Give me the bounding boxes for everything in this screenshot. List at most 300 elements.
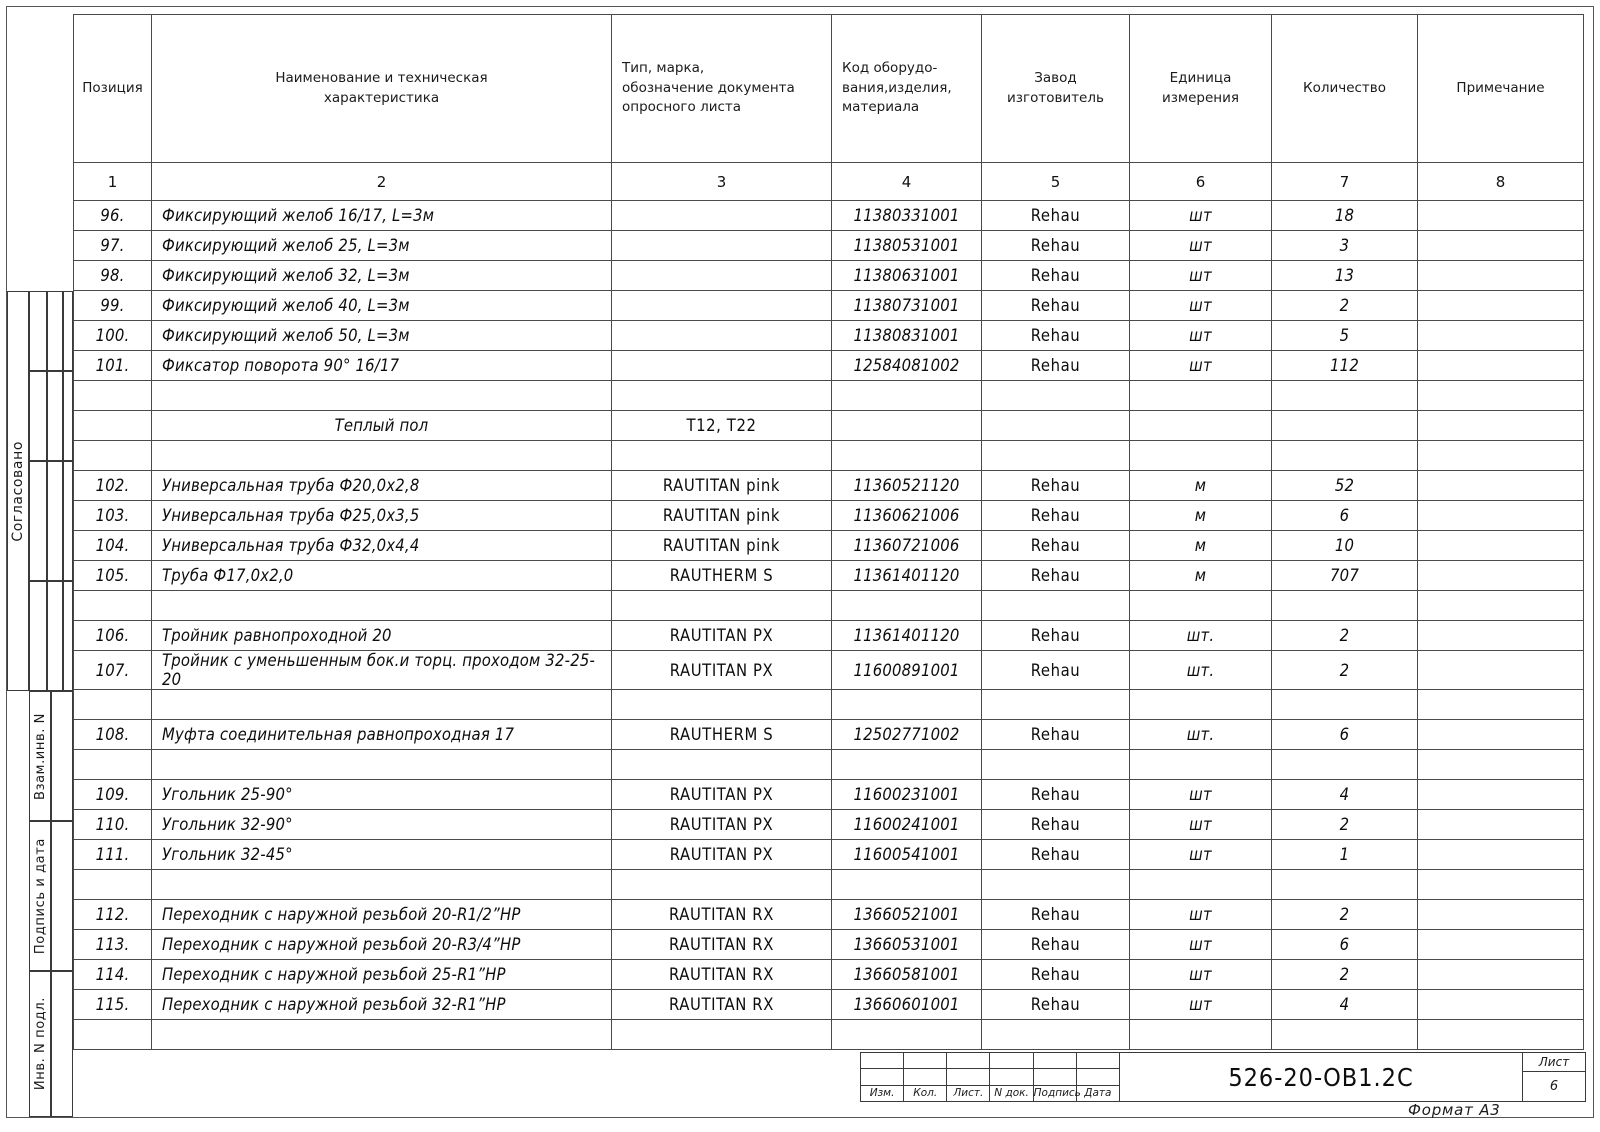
cell-quantity: 2 [1272,621,1418,651]
stamp-label-vzam-inv: Взам.инв. N [32,712,48,800]
cell-type: RAUTHERM S [612,561,832,591]
cell-manufacturer: Rehau [982,471,1130,501]
cell-position: 111. [74,840,152,870]
cell-unit: шт [1130,990,1272,1020]
cell-code: 11380631001 [832,261,982,291]
cell-quantity: 2 [1272,810,1418,840]
cell-quantity [1272,591,1418,621]
cell-position: 96. [74,201,152,231]
cell-name: Фиксирующий желоб 16/17, L=3м [152,201,612,231]
cell-position [74,411,152,441]
cell-quantity: 6 [1272,501,1418,531]
table-row [74,351,1584,381]
table-row [74,291,1584,321]
cell-manufacturer: Rehau [982,780,1130,810]
col-number-4: 4 [832,163,982,201]
cell-note [1418,321,1584,351]
cell-note [1418,291,1584,321]
revision-blank-row [861,1053,1120,1069]
col-header-unit-line2: измерения [1161,89,1240,106]
col-header-name-line2: характеристика [323,89,440,106]
cell-manufacturer: Rehau [982,201,1130,231]
cell-type [612,201,832,231]
table-row [74,621,1584,651]
cell-type [612,750,832,780]
stamp-grid-d3 [51,971,73,1117]
table-row [74,561,1584,591]
cell-type: RAUTITAN RX [612,960,832,990]
cell-manufacturer: Rehau [982,501,1130,531]
col-header-type-line1: Тип, марка, [622,60,705,77]
cell-type [612,321,832,351]
cell-quantity: 5 [1272,321,1418,351]
table-row [74,840,1584,870]
cell-position [74,690,152,720]
cell-type [612,381,832,411]
cell-position: 113. [74,930,152,960]
stamp-grid-c4 [63,581,73,691]
cell-name: Универсальная труба Ф25,0x3,5 [152,501,612,531]
revision-empty-cell [1076,1053,1119,1069]
cell-code: 11360721006 [832,531,982,561]
table-spacer-row [74,441,1584,471]
revision-column-header: Подпись [1033,1085,1076,1101]
cell-position: 97. [74,231,152,261]
cell-code: 11600541001 [832,840,982,870]
cell-code: 11361401120 [832,621,982,651]
cell-code: 11380731001 [832,291,982,321]
cell-quantity [1272,870,1418,900]
cell-code: 11360521120 [832,471,982,501]
cell-unit: шт [1130,321,1272,351]
cell-unit: шт [1130,231,1272,261]
cell-manufacturer [982,870,1130,900]
cell-unit: шт. [1130,621,1272,651]
cell-unit [1130,591,1272,621]
cell-note [1418,1020,1584,1050]
cell-quantity: 3 [1272,231,1418,261]
revision-empty-cell [861,1069,904,1085]
table-row [74,960,1584,990]
cell-quantity: 2 [1272,291,1418,321]
cell-code: 11360621006 [832,501,982,531]
cell-type [612,591,832,621]
cell-code: 13660531001 [832,930,982,960]
cell-code: 13660581001 [832,960,982,990]
stamp-label-podpis-data: Подпись и дата [32,837,48,955]
stamp-grid-c2 [63,371,73,461]
cell-quantity: 6 [1272,720,1418,750]
cell-type: RAUTITAN PX [612,780,832,810]
revision-column-header: N док. [990,1085,1033,1101]
cell-quantity: 4 [1272,990,1418,1020]
cell-position: 102. [74,471,152,501]
cell-type [612,441,832,471]
cell-code [832,750,982,780]
cell-quantity [1272,690,1418,720]
cell-code: 11361401120 [832,561,982,591]
cell-manufacturer: Rehau [982,990,1130,1020]
revision-empty-cell [1076,1069,1119,1085]
cell-unit [1130,381,1272,411]
revision-empty-cell [904,1069,947,1085]
cell-name: Тройник с уменьшенным бок.и торц. проходом 32-25-20 [152,651,612,690]
cell-code: 13660521001 [832,900,982,930]
sheet-number-box [1522,1052,1586,1102]
cell-name: Теплый пол [152,411,612,441]
table-spacer-row [74,591,1584,621]
cell-manufacturer: Rehau [982,840,1130,870]
cell-manufacturer [982,441,1130,471]
cell-position: 103. [74,501,152,531]
cell-position: 107. [74,651,152,690]
col-header-code-line2: вания,изделия, [842,79,952,96]
table-row [74,501,1584,531]
revision-column-header: Лист. [947,1085,990,1101]
table-row [74,531,1584,561]
cell-quantity: 2 [1272,960,1418,990]
table-spacer-row [74,870,1584,900]
cell-manufacturer: Rehau [982,231,1130,261]
table-row [74,231,1584,261]
cell-type: RAUTITAN RX [612,900,832,930]
col-number-7: 7 [1272,163,1418,201]
cell-position: 100. [74,321,152,351]
cell-manufacturer: Rehau [982,351,1130,381]
stamp-grid-a4 [29,581,47,691]
cell-code: 12502771002 [832,720,982,750]
cell-note [1418,441,1584,471]
cell-quantity [1272,1020,1418,1050]
cell-note [1418,471,1584,501]
stamp-cell-soglasovano [7,291,29,691]
cell-manufacturer: Rehau [982,720,1130,750]
stamp-grid-b4 [47,581,63,691]
cell-name: Угольник 32-90° [152,810,612,840]
stamp-grid-c1 [63,291,73,371]
cell-position: 115. [74,990,152,1020]
cell-type: RAUTITAN RX [612,930,832,960]
cell-manufacturer [982,750,1130,780]
cell-unit: м [1130,561,1272,591]
table-spacer-row [74,1020,1584,1050]
cell-note [1418,381,1584,411]
cell-note [1418,261,1584,291]
cell-manufacturer [982,1020,1130,1050]
cell-name: Фиксатор поворота 90° 16/17 [152,351,612,381]
col-header-position [74,15,152,163]
stamp-cell-podpis-data [29,821,51,971]
stamp-grid-a1 [29,291,47,371]
cell-name: Переходник с наружной резьбой 25-R1”НР [152,960,612,990]
col-header-code-line3: материала [842,99,920,116]
cell-position: 101. [74,351,152,381]
revision-empty-cell [904,1053,947,1069]
cell-code: 13660601001 [832,990,982,1020]
cell-position [74,750,152,780]
revision-empty-cell [1033,1053,1076,1069]
cell-manufacturer: Rehau [982,531,1130,561]
sheet-number: 6 [1549,1079,1559,1094]
col-header-code-line1: Код оборудо- [842,60,938,77]
cell-position: 104. [74,531,152,561]
stamp-grid-b1 [47,291,63,371]
cell-quantity: 112 [1272,351,1418,381]
cell-name [152,381,612,411]
cell-note [1418,870,1584,900]
revision-empty-cell [947,1053,990,1069]
cell-code: 11600231001 [832,780,982,810]
cell-unit: шт [1130,900,1272,930]
cell-name [152,591,612,621]
cell-unit [1130,411,1272,441]
col-header-quantity-line1: Количество [1302,79,1387,96]
col-header-code [832,15,982,163]
cell-note [1418,900,1584,930]
cell-manufacturer: Rehau [982,621,1130,651]
cell-name: Тройник равнопроходной 20 [152,621,612,651]
cell-code [832,591,982,621]
cell-manufacturer [982,690,1130,720]
cell-name: Универсальная труба Ф32,0x4,4 [152,531,612,561]
cell-unit: м [1130,501,1272,531]
cell-note [1418,561,1584,591]
cell-position: 105. [74,561,152,591]
cell-manufacturer: Rehau [982,321,1130,351]
cell-position: 108. [74,720,152,750]
specification-table [73,14,1584,1050]
cell-note [1418,840,1584,870]
cell-code: 11380831001 [832,321,982,351]
cell-name: Угольник 32-45° [152,840,612,870]
cell-position: 110. [74,810,152,840]
cell-unit: шт. [1130,651,1272,690]
col-header-note [1418,15,1584,163]
cell-type [612,870,832,900]
col-number-2: 2 [152,163,612,201]
cell-note [1418,960,1584,990]
col-number-5: 5 [982,163,1130,201]
cell-unit [1130,1020,1272,1050]
cell-type: RAUTITAN RX [612,990,832,1020]
cell-note [1418,351,1584,381]
cell-type [612,291,832,321]
cell-name [152,750,612,780]
table-row [74,651,1584,690]
cell-note [1418,231,1584,261]
stamp-grid-d2 [51,821,73,971]
col-number-3: 3 [612,163,832,201]
col-number-1: 1 [74,163,152,201]
revision-empty-cell [947,1069,990,1085]
cell-name: Угольник 25-90° [152,780,612,810]
cell-code: 12584081002 [832,351,982,381]
revision-table [860,1052,1120,1102]
table-row [74,810,1584,840]
cell-manufacturer: Rehau [982,651,1130,690]
cell-manufacturer: Rehau [982,291,1130,321]
cell-type [612,351,832,381]
cell-unit: шт [1130,291,1272,321]
cell-quantity: 13 [1272,261,1418,291]
cell-name [152,1020,612,1050]
cell-type: RAUTITAN PX [612,651,832,690]
cell-unit [1130,441,1272,471]
cell-unit: шт [1130,780,1272,810]
cell-note [1418,651,1584,690]
cell-type: RAUTITAN PX [612,810,832,840]
revision-column-header: Кол. [904,1085,947,1101]
col-header-manufacturer-line2: изготовитель [1007,89,1104,106]
cell-unit: шт [1130,201,1272,231]
cell-quantity: 2 [1272,900,1418,930]
cell-manufacturer [982,591,1130,621]
stamp-grid-b2 [47,371,63,461]
cell-unit: шт [1130,960,1272,990]
cell-code [832,381,982,411]
cell-position: 98. [74,261,152,291]
cell-position [74,591,152,621]
cell-quantity: 707 [1272,561,1418,591]
revision-header-row [861,1085,1120,1101]
cell-name: Фиксирующий желоб 25, L=3м [152,231,612,261]
cell-code: 11380531001 [832,231,982,261]
table-row [74,930,1584,960]
cell-name: Фиксирующий желоб 32, L=3м [152,261,612,291]
cell-position [74,1020,152,1050]
col-number-8: 8 [1418,163,1584,201]
cell-position: 99. [74,291,152,321]
stamp-grid-c3 [63,461,73,581]
cell-type [612,231,832,261]
cell-code [832,441,982,471]
cell-note [1418,531,1584,561]
cell-unit: шт [1130,810,1272,840]
cell-unit: шт. [1130,720,1272,750]
cell-quantity [1272,750,1418,780]
table-body [74,201,1584,1050]
col-number-6: 6 [1130,163,1272,201]
table-row [74,471,1584,501]
cell-name [152,441,612,471]
col-header-type-line3: опросного листа [622,99,742,116]
stamp-cell-vzam-inv [29,691,51,821]
cell-name: Труба Ф17,0x2,0 [152,561,612,591]
col-header-unit-line1: Единица [1169,69,1232,86]
cell-note [1418,810,1584,840]
cell-unit: шт [1130,261,1272,291]
document-number: 526-20-ОВ1.2С [1228,1062,1414,1092]
cell-quantity [1272,381,1418,411]
table-section-row [74,411,1584,441]
cell-quantity [1272,441,1418,471]
cell-quantity: 18 [1272,201,1418,231]
col-header-note-line1: Примечание [1456,79,1545,96]
cell-position [74,870,152,900]
cell-quantity: 52 [1272,471,1418,501]
cell-type: RAUTHERM S [612,720,832,750]
col-header-name [152,15,612,163]
left-margin-stamp [7,7,73,1117]
cell-name: Фиксирующий желоб 50, L=3м [152,321,612,351]
stamp-label-inv-podl: Инв. N подл. [32,997,48,1091]
cell-name: Переходник с наружной резьбой 32-R1”НР [152,990,612,1020]
revision-blank-row [861,1069,1120,1085]
cell-code: 11600241001 [832,810,982,840]
cell-note [1418,750,1584,780]
cell-quantity: 4 [1272,780,1418,810]
table-row [74,900,1584,930]
cell-manufacturer: Rehau [982,930,1130,960]
cell-note [1418,990,1584,1020]
table-row [74,780,1584,810]
table-header-row [74,15,1584,163]
stamp-grid-b3 [47,461,63,581]
col-header-name-line1: Наименование и техническая [275,69,488,86]
cell-type [612,261,832,291]
table-row [74,261,1584,291]
table-column-number-row [74,163,1584,201]
col-header-unit [1130,15,1272,163]
cell-code: 11600891001 [832,651,982,690]
stamp-grid-a2 [29,371,47,461]
cell-note [1418,591,1584,621]
revision-empty-cell [861,1053,904,1069]
col-header-quantity [1272,15,1418,163]
cell-unit [1130,750,1272,780]
cell-unit: шт [1130,840,1272,870]
cell-note [1418,621,1584,651]
cell-code: 11380331001 [832,201,982,231]
cell-position [74,441,152,471]
document-number-box [1120,1052,1522,1102]
cell-unit: шт [1130,930,1272,960]
cell-manufacturer: Rehau [982,561,1130,591]
cell-manufacturer: Rehau [982,261,1130,291]
col-header-manufacturer-line1: Завод [1034,69,1077,86]
col-header-manufacturer [982,15,1130,163]
cell-unit: м [1130,531,1272,561]
cell-manufacturer: Rehau [982,960,1130,990]
cell-type: RAUTITAN PX [612,840,832,870]
cell-position: 112. [74,900,152,930]
cell-code [832,870,982,900]
cell-unit [1130,690,1272,720]
cell-name: Переходник с наружной резьбой 20-R3/4”НР [152,930,612,960]
col-header-position-line1: Позиция [82,79,143,96]
cell-type [612,690,832,720]
revision-empty-cell [990,1069,1033,1085]
cell-code [832,411,982,441]
cell-manufacturer [982,411,1130,441]
cell-quantity [1272,411,1418,441]
format-label: Формат А3 [1408,1101,1501,1119]
cell-code [832,690,982,720]
stamp-grid-d1 [51,691,73,821]
cell-type: Т12, Т22 [612,411,832,441]
cell-note [1418,690,1584,720]
cell-note [1418,930,1584,960]
table-spacer-row [74,750,1584,780]
revision-empty-cell [1033,1069,1076,1085]
cell-type: RAUTITAN PX [612,621,832,651]
cell-name [152,690,612,720]
table-row [74,990,1584,1020]
table-spacer-row [74,381,1584,411]
cell-position: 114. [74,960,152,990]
cell-note [1418,780,1584,810]
cell-name: Переходник с наружной резьбой 20-R1/2”НР [152,900,612,930]
